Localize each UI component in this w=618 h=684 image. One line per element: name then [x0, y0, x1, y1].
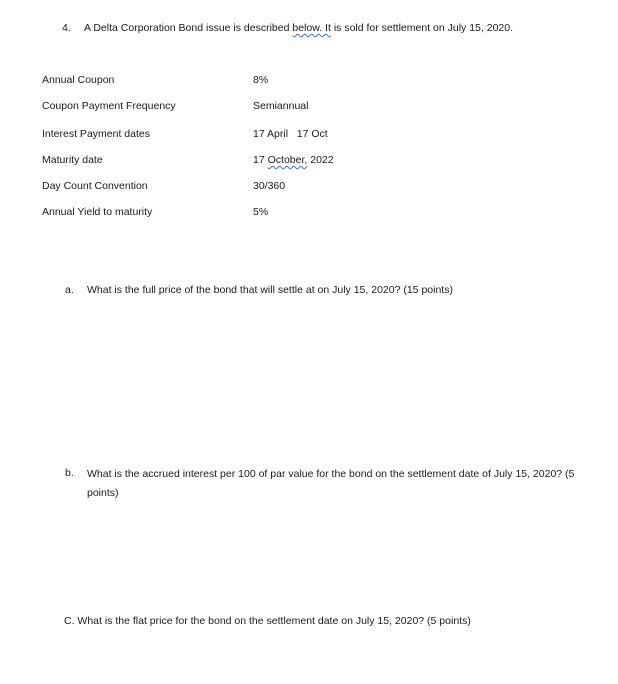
sub-question-b-letter: b.	[65, 467, 74, 479]
maturity-date-day: 17	[253, 154, 268, 166]
maturity-date-year: 2022	[307, 154, 334, 166]
question-text-part2: is sold for settlement on July 15, 2020.	[330, 22, 514, 34]
annual-coupon-value: 8%	[253, 74, 269, 86]
question-number: 4.	[62, 22, 71, 34]
maturity-date-value	[253, 154, 334, 166]
yield-to-maturity-label: Annual Yield to maturity	[42, 206, 153, 218]
interest-dates-label: Interest Payment dates	[42, 128, 150, 140]
day-count-value: 30/360	[253, 180, 286, 192]
yield-to-maturity-value: 5%	[253, 206, 269, 218]
payment-frequency-label: Coupon Payment Frequency	[42, 100, 176, 112]
question-text-part1: A Delta Corporation Bond issue is described	[84, 22, 293, 34]
interest-dates-value: 17 April 17 Oct	[253, 128, 328, 140]
sub-question-b-text: What is the accrued interest per 100 of par value for the bond on the settlement date of July 15, 2020? (5 points)	[87, 468, 575, 499]
annual-coupon-label: Annual Coupon	[42, 74, 115, 86]
payment-frequency-value: Semiannual	[253, 100, 309, 112]
sub-question-a-text: What is the full price of the bond that will settle at on July 15, 2020? (15 points)	[87, 284, 453, 296]
maturity-date-month-flagged: October,	[267, 154, 308, 166]
maturity-date-label: Maturity date	[42, 154, 103, 166]
question-text	[84, 22, 513, 34]
spelling-flagged-text: below. It	[292, 22, 331, 34]
sub-question-c-text: C. What is the flat price for the bond on the settlement date on July 15, 2020? (5 points)	[64, 615, 471, 627]
sub-question-a-letter: a.	[65, 284, 74, 296]
day-count-label: Day Count Convention	[42, 180, 148, 192]
